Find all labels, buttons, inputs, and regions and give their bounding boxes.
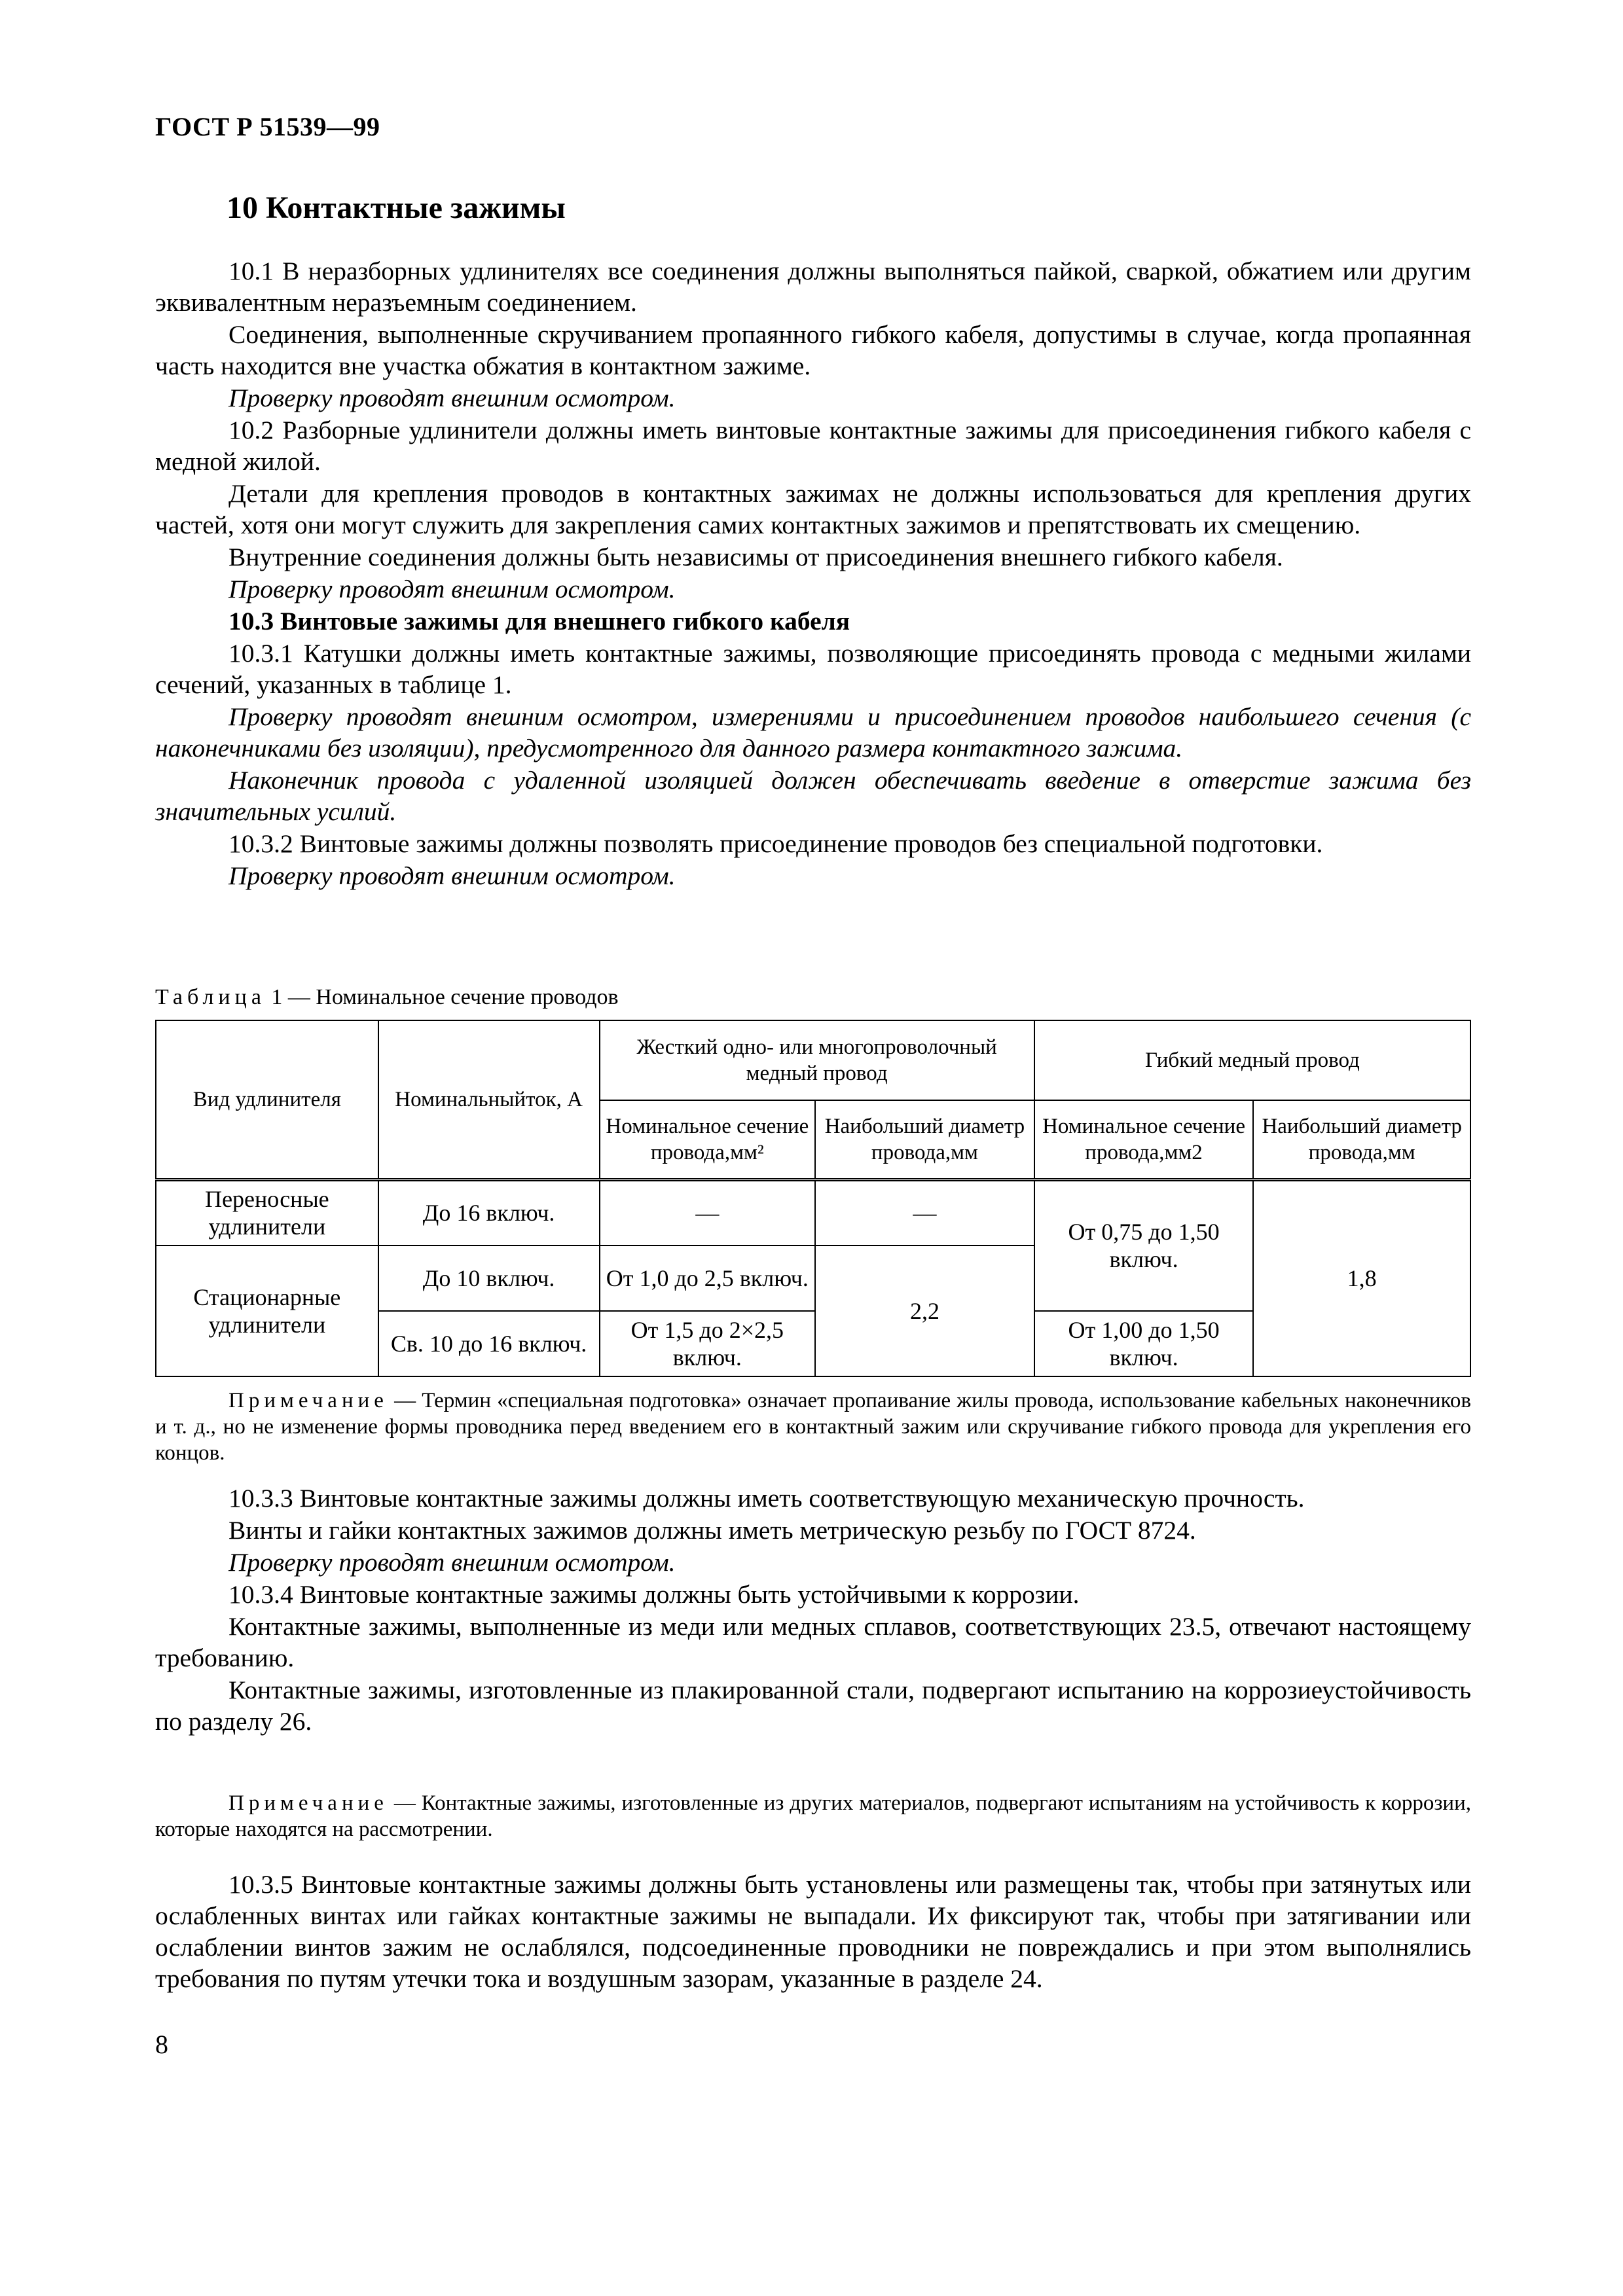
note-label: Примечание [228,1389,388,1412]
cell-portable-rigid-section: — [600,1180,816,1246]
cell-portable-type: Переносные удлинители [156,1180,378,1246]
cell-stationary-current-2: Св. 10 до 16 включ. [378,1311,600,1376]
header-flex-group: Гибкий медный провод [1034,1020,1470,1100]
paragraph: Проверку проводят внешним осмотром. [228,1548,676,1577]
header-flex-diameter: Наибольший диаметр провода,мм [1253,1100,1470,1180]
paragraph: Винты и гайки контактных зажимов должны иметь метрическую резьбу по ГОСТ 8724. [228,1516,1196,1545]
header-rigid-diameter: Наибольший диаметр провода,мм [815,1100,1034,1180]
header-rigid-section: Номинальное сечение провода,мм² [600,1100,816,1180]
paragraph: Наконечник провода с удаленной изоляцией должен обеспечивать введение в отверстие зажима без значительных усилий. [155,766,1471,826]
header-current: Номинальныйток, А [378,1020,600,1180]
paragraph: 10.1 В неразборных удлинителях все соединения должны выполняться пайкой, сваркой, обжатием или другим эквивалентным неразъемным соединением. [155,257,1471,317]
cell-stationary-flex-section-2: От 1,00 до 1,50 включ. [1034,1311,1254,1376]
corrosion-note [155,1790,1471,1842]
cell-flex-section-upper: От 0,75 до 1,50 включ. [1034,1180,1254,1311]
note-text: — Термин «специальная подготовка» означает пропаивание жилы провода, использование кабельных наконечников и т. д., но не изменение формы проводника перед введением его в контактный зажим или скручивание гибкого провода для укрепления его концов. [155,1389,1471,1465]
section-title: 10 Контактные зажимы [227,190,566,225]
paragraph: Проверку проводят внешним осмотром, измерениями и присоединением проводов наибольшего сечения (с наконечниками без изоляции), предусмотренного для данного размера контактного зажима. [155,702,1471,762]
paragraph: Контактные зажимы, выполненные из меди или медных сплавов, соответствующих 23.5, отвечают настоящему требованию. [155,1612,1471,1672]
paragraph: Проверку проводят внешним осмотром. [228,575,676,603]
table-note [155,1388,1471,1466]
table-wire-sections [155,1020,1471,1377]
header-flex-section: Номинальное сечение провода,мм2 [1034,1100,1254,1180]
table-caption-label: Таблица [155,985,266,1009]
cell-stationary-rigid-diameter: 2,2 [815,1246,1034,1376]
paragraph: Проверку проводят внешним осмотром. [228,861,676,890]
document-code: ГОСТ Р 51539—99 [155,112,380,141]
paragraph: 10.3.5 Винтовые контактные зажимы должны быть установлены или размещены так, чтобы при затянутых или ослабленных винтах или гайках контактные зажимы не выпадали. Их фиксируют так, чтобы при затягивании или ослаблении винтов зажим не ослаблялся, подсоединенные проводники не повреждались и при этом выполнялись требования по путям утечки тока и воздушным зазорам, указанные в разделе 24. [155,1870,1471,1993]
paragraph: Контактные зажимы, изготовленные из плакированной стали, подвергают испытанию на коррозиеустойчивость по разделу 26. [155,1676,1471,1736]
table-caption-title: 1 — Номинальное сечение проводов [265,985,619,1009]
note-text: — Контактные зажимы, изготовленные из других материалов, подвергают испытаниям на устойчивость к коррозии, которые находятся на рассмотрении. [155,1791,1471,1841]
table-caption [155,985,619,1010]
body-text-block-a [155,255,1471,892]
paragraph: Соединения, выполненные скручиванием пропаянного гибкого кабеля, допустимы в случае, когда пропаянная часть находится вне участка обжатия в контактном зажиме. [155,320,1471,380]
cell-stationary-current-1: До 10 включ. [378,1246,600,1311]
paragraph: 10.3.1 Катушки должны иметь контактные зажимы, позволяющие присоединять провода с медными жилами сечений, указанных в таблице 1. [155,639,1471,699]
cell-portable-current: До 16 включ. [378,1180,600,1246]
cell-flex-diameter: 1,8 [1253,1180,1470,1376]
paragraph: Внутренние соединения должны быть независимы от присоединения внешнего гибкого кабеля. [228,543,1283,571]
paragraph: 10.3.3 Винтовые контактные зажимы должны иметь соответствующую механическую прочность. [228,1484,1305,1513]
paragraph: 10.3.4 Винтовые контактные зажимы должны быть устойчивыми к коррозии. [228,1580,1080,1609]
table-row [156,1180,1470,1246]
body-text-block-c [155,1869,1471,1995]
cell-portable-rigid-diameter: — [815,1180,1034,1246]
paragraph: 10.3.2 Винтовые зажимы должны позволять присоединение проводов без специальной подготовки. [228,829,1323,858]
cell-stationary-rigid-section-1: От 1,0 до 2,5 включ. [600,1246,816,1311]
paragraph: 10.3 Винтовые зажимы для внешнего гибкого кабеля [228,607,850,636]
cell-stationary-type: Стационарные удлинители [156,1246,378,1376]
paragraph: Проверку проводят внешним осмотром. [228,384,676,412]
header-type: Вид удлинителя [156,1020,378,1180]
cell-stationary-rigid-section-2: От 1,5 до 2×2,5 включ. [600,1311,816,1376]
note-label: Примечание [228,1791,388,1815]
body-text-block-b [155,1482,1471,1738]
paragraph: Детали для крепления проводов в контактных зажимах не должны использоваться для крепления других частей, хотя они могут служить для закрепления самих контактных зажимов и препятствовать их смещению. [155,479,1471,539]
paragraph: 10.2 Разборные удлинители должны иметь винтовые контактные зажимы для присоединения гибкого кабеля с медной жилой. [155,416,1471,476]
header-rigid-group: Жесткий одно- или многопроволочный медный провод [600,1020,1034,1100]
page-number: 8 [155,2030,168,2059]
